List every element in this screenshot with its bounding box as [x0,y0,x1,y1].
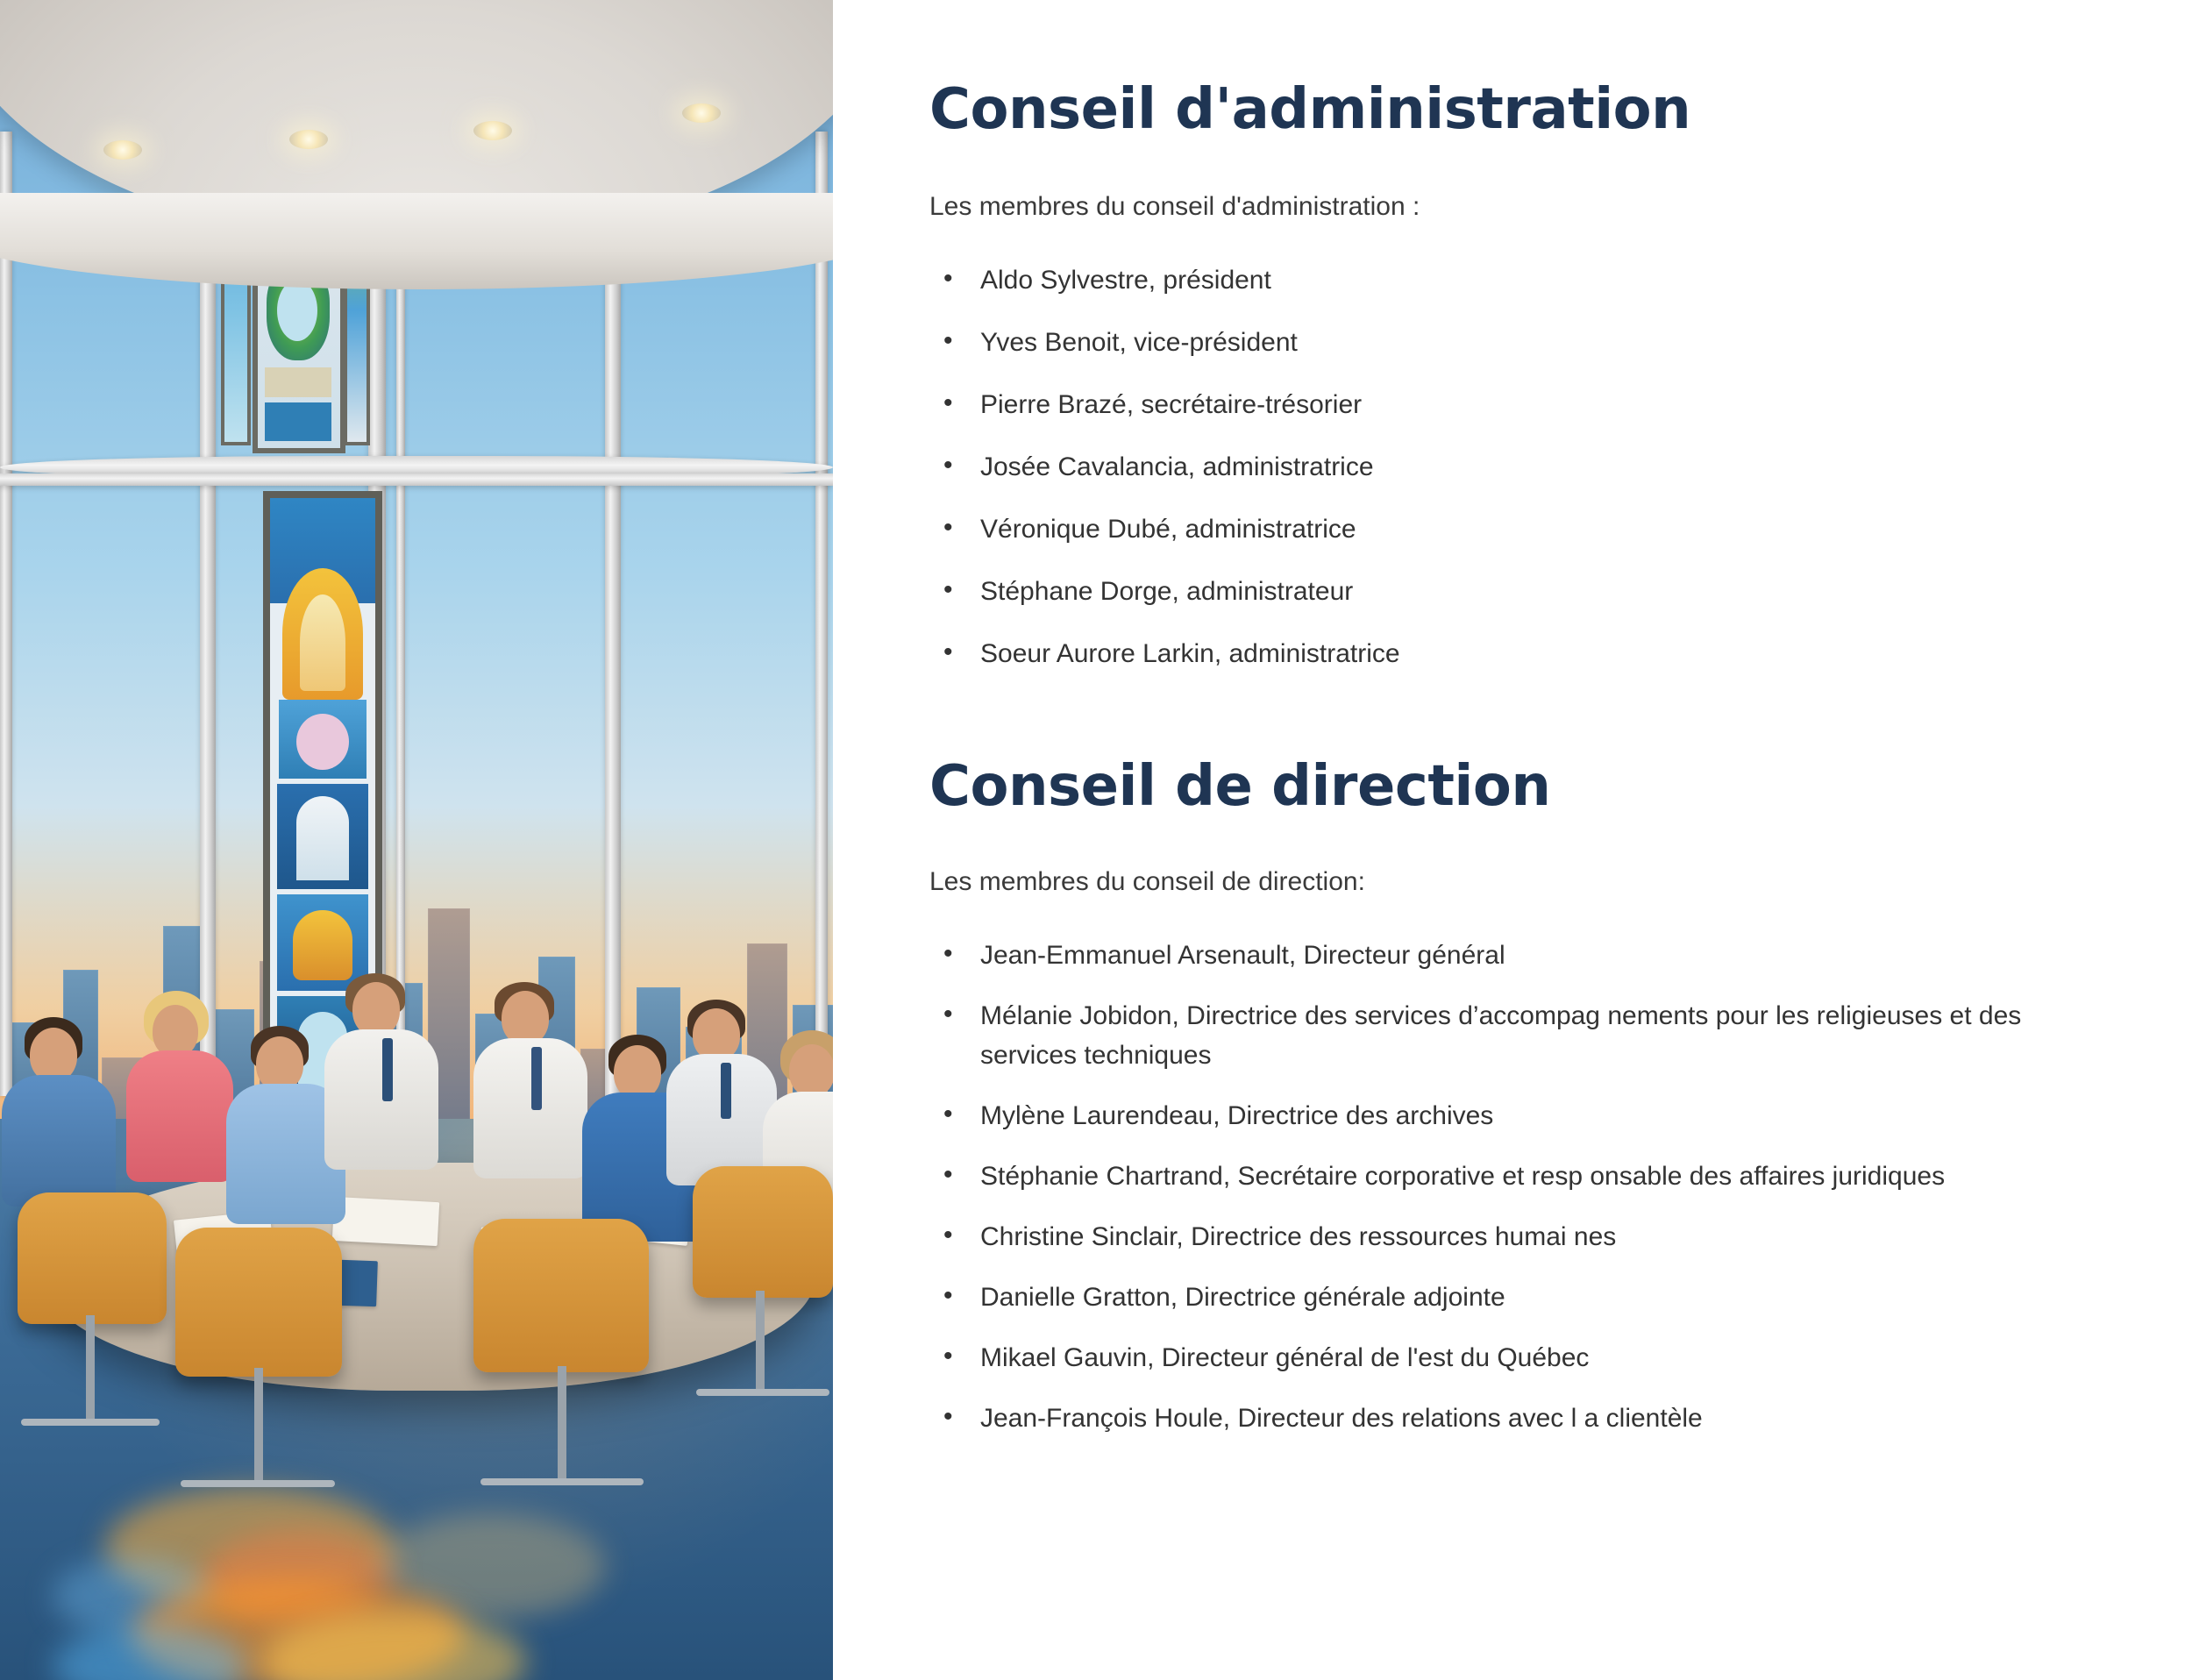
chair-base [21,1419,160,1426]
list-item: • Mikael Gauvin, Directeur général de l'est du Québec [929,1338,2087,1377]
document-content [833,0,2192,1680]
ceiling-downlight [103,140,142,160]
chair-base [696,1389,829,1396]
page-title-conseil-administration: Conseil d'administration [929,77,1691,142]
chair [175,1228,342,1377]
list-item: • Josée Cavalancia, administratrice [929,447,2087,487]
member-list-conseil-direction [929,936,2087,1438]
list-item: • Jean-François Houle, Directeur des relations avec l a clientèle [929,1399,2087,1438]
chair-base [480,1478,644,1485]
lead-conseil-direction: Les membres du conseil de direction: [929,867,1365,897]
list-item: • Stéphanie Chartrand, Secrétaire corporative et resp onsable des affaires juridiques [929,1157,2087,1196]
list-item: • Pierre Brazé, secrétaire-trésorier [929,385,2087,424]
list-item: • Jean-Emmanuel Arsenault, Directeur général [929,936,2087,975]
list-item: • Véronique Dubé, administratrice [929,509,2087,549]
member-list-conseil-administration [929,260,2087,673]
window-transom [0,473,833,486]
chair [473,1219,649,1372]
list-item: • Stéphane Dorge, administrateur [929,572,2087,611]
chair-post [756,1291,765,1392]
boardroom-meeting-image [0,0,833,1680]
chair-post [254,1368,263,1482]
chair-post [558,1366,566,1480]
chair-post [86,1315,95,1420]
chair-base [181,1480,335,1487]
window-mullion [0,132,12,1096]
ceiling-downlight [473,121,512,140]
list-item: • Danielle Gratton, Directrice générale adjointe [929,1278,2087,1317]
lead-conseil-administration: Les membres du conseil d'administration : [929,192,1420,222]
ceiling-downlight [682,103,721,123]
window-mullion [815,132,828,1096]
section-conseil-direction [929,754,2087,1438]
page-title-conseil-direction: Conseil de direction [929,754,1551,820]
list-item: • Soeur Aurore Larkin, administratrice [929,634,2087,673]
chair [18,1192,167,1324]
list-item: • Christine Sinclair, Directrice des ressources humai nes [929,1217,2087,1256]
ceiling-downlight [289,130,328,149]
chair [693,1166,833,1298]
list-item: • Aldo Sylvestre, président [929,260,2087,300]
list-item: • Mélanie Jobidon, Directrice des services d’accompag nements pour les religieuses et des services techniques [929,996,2087,1075]
section-conseil-administration [929,77,2087,673]
window-mullion [605,132,621,1166]
list-item: • Mylène Laurendeau, Directrice des archives [929,1096,2087,1135]
list-item: • Yves Benoit, vice-président [929,323,2087,362]
ceiling-rim [0,193,833,289]
